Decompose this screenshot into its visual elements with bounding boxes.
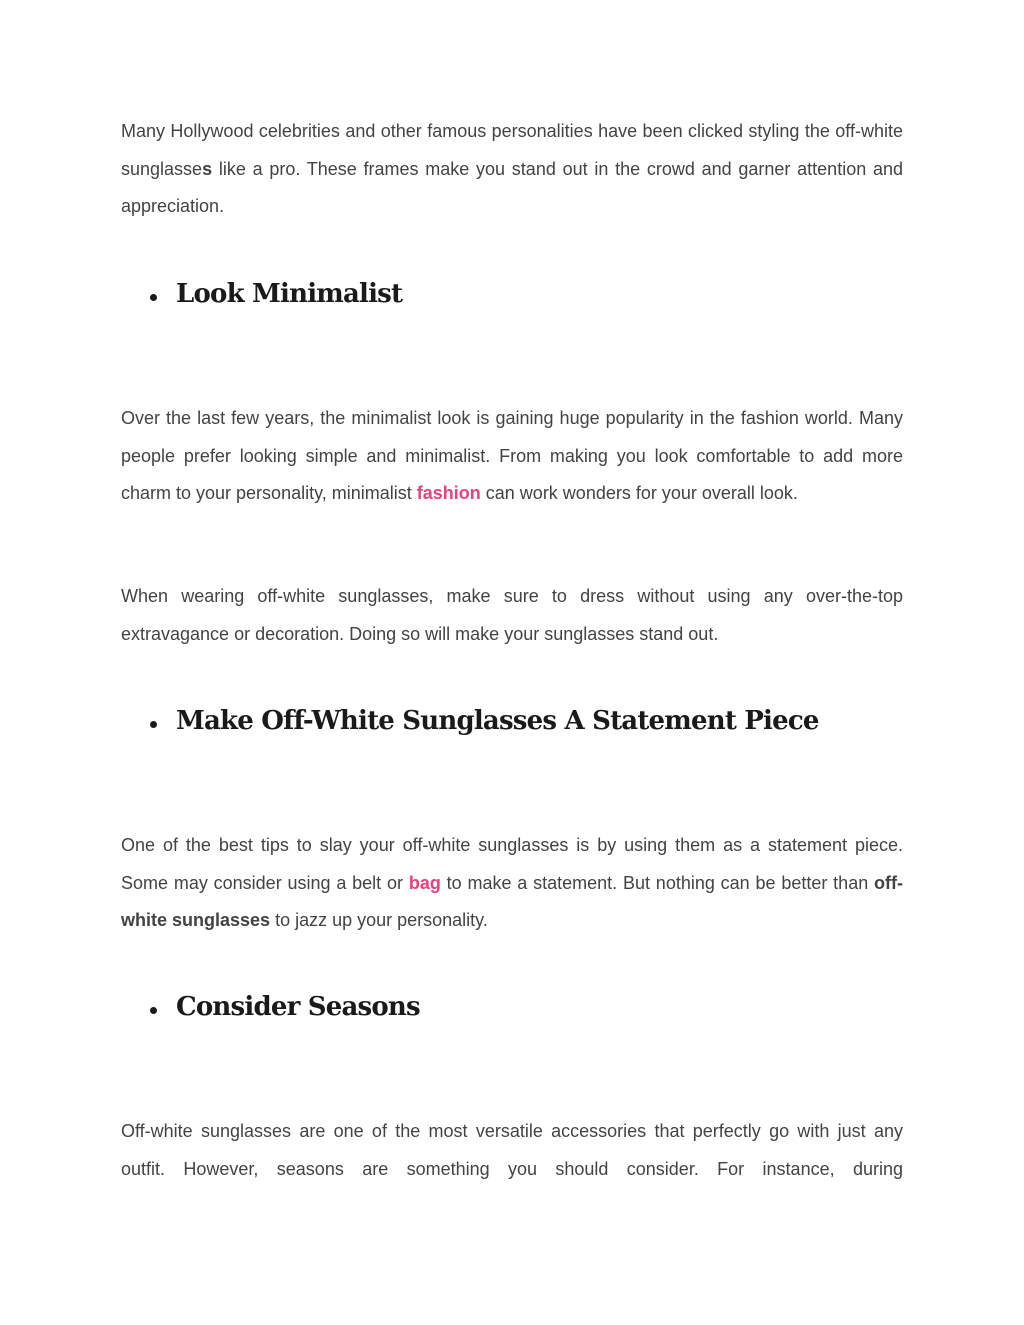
heading-look-minimalist xyxy=(150,274,402,314)
minimalist-text-2: When wearing off-white sunglasses, make sure to dress without using any over-the-top extravagance or decoration. Doing so will make your sunglasses stand out. xyxy=(121,586,903,644)
bullet-icon xyxy=(150,294,157,301)
fashion-link[interactable]: fashion xyxy=(416,483,481,503)
statement-text: One of the best tips to slay your off-white sunglasses is by using them as a statement piece. Some may consider using a belt or xyxy=(121,835,903,893)
intro-text-continued: like a pro. These frames make you stand out in the crowd and garner attention and appreciation. xyxy=(121,158,903,216)
heading-text: Consider Seasons xyxy=(176,992,420,1022)
statement-bold-text: off-white sunglasses xyxy=(121,872,904,930)
heading-consider-seasons xyxy=(150,987,420,1027)
bullet-icon xyxy=(150,721,157,728)
statement-text-end: to jazz up your personality. xyxy=(270,910,488,930)
intro-paragraph xyxy=(121,113,903,226)
statement-paragraph xyxy=(121,827,903,940)
bullet-icon xyxy=(150,1007,157,1014)
seasons-text: Off-white sunglasses are one of the most versatile accessories that perfectly go with just any outfit. However, seasons are something you should consider. For instance, during xyxy=(121,1121,903,1179)
minimalist-text-continued: can work wonders for your overall look. xyxy=(480,483,798,503)
intro-bold-text: s xyxy=(202,158,213,179)
minimalist-paragraph xyxy=(121,400,903,513)
minimalist-paragraph-2 xyxy=(121,578,903,653)
minimalist-text: Over the last few years, the minimalist look is gaining huge popularity in the fashion world. Many people prefer looking simple and minimalist. From making you look comfortable to add more charm to your personality, minimalist xyxy=(121,408,903,503)
seasons-paragraph xyxy=(121,1113,903,1188)
heading-text: Make Off-White Sunglasses A Statement Piece xyxy=(176,706,819,736)
statement-text-continued: to make a statement. But nothing can be better than xyxy=(440,872,875,893)
heading-statement-piece xyxy=(150,701,819,741)
heading-text: Look Minimalist xyxy=(176,279,403,309)
bag-link[interactable]: bag xyxy=(408,872,441,893)
intro-text: Many Hollywood celebrities and other famous personalities have been clicked styling the off-white sunglasse xyxy=(121,121,903,179)
